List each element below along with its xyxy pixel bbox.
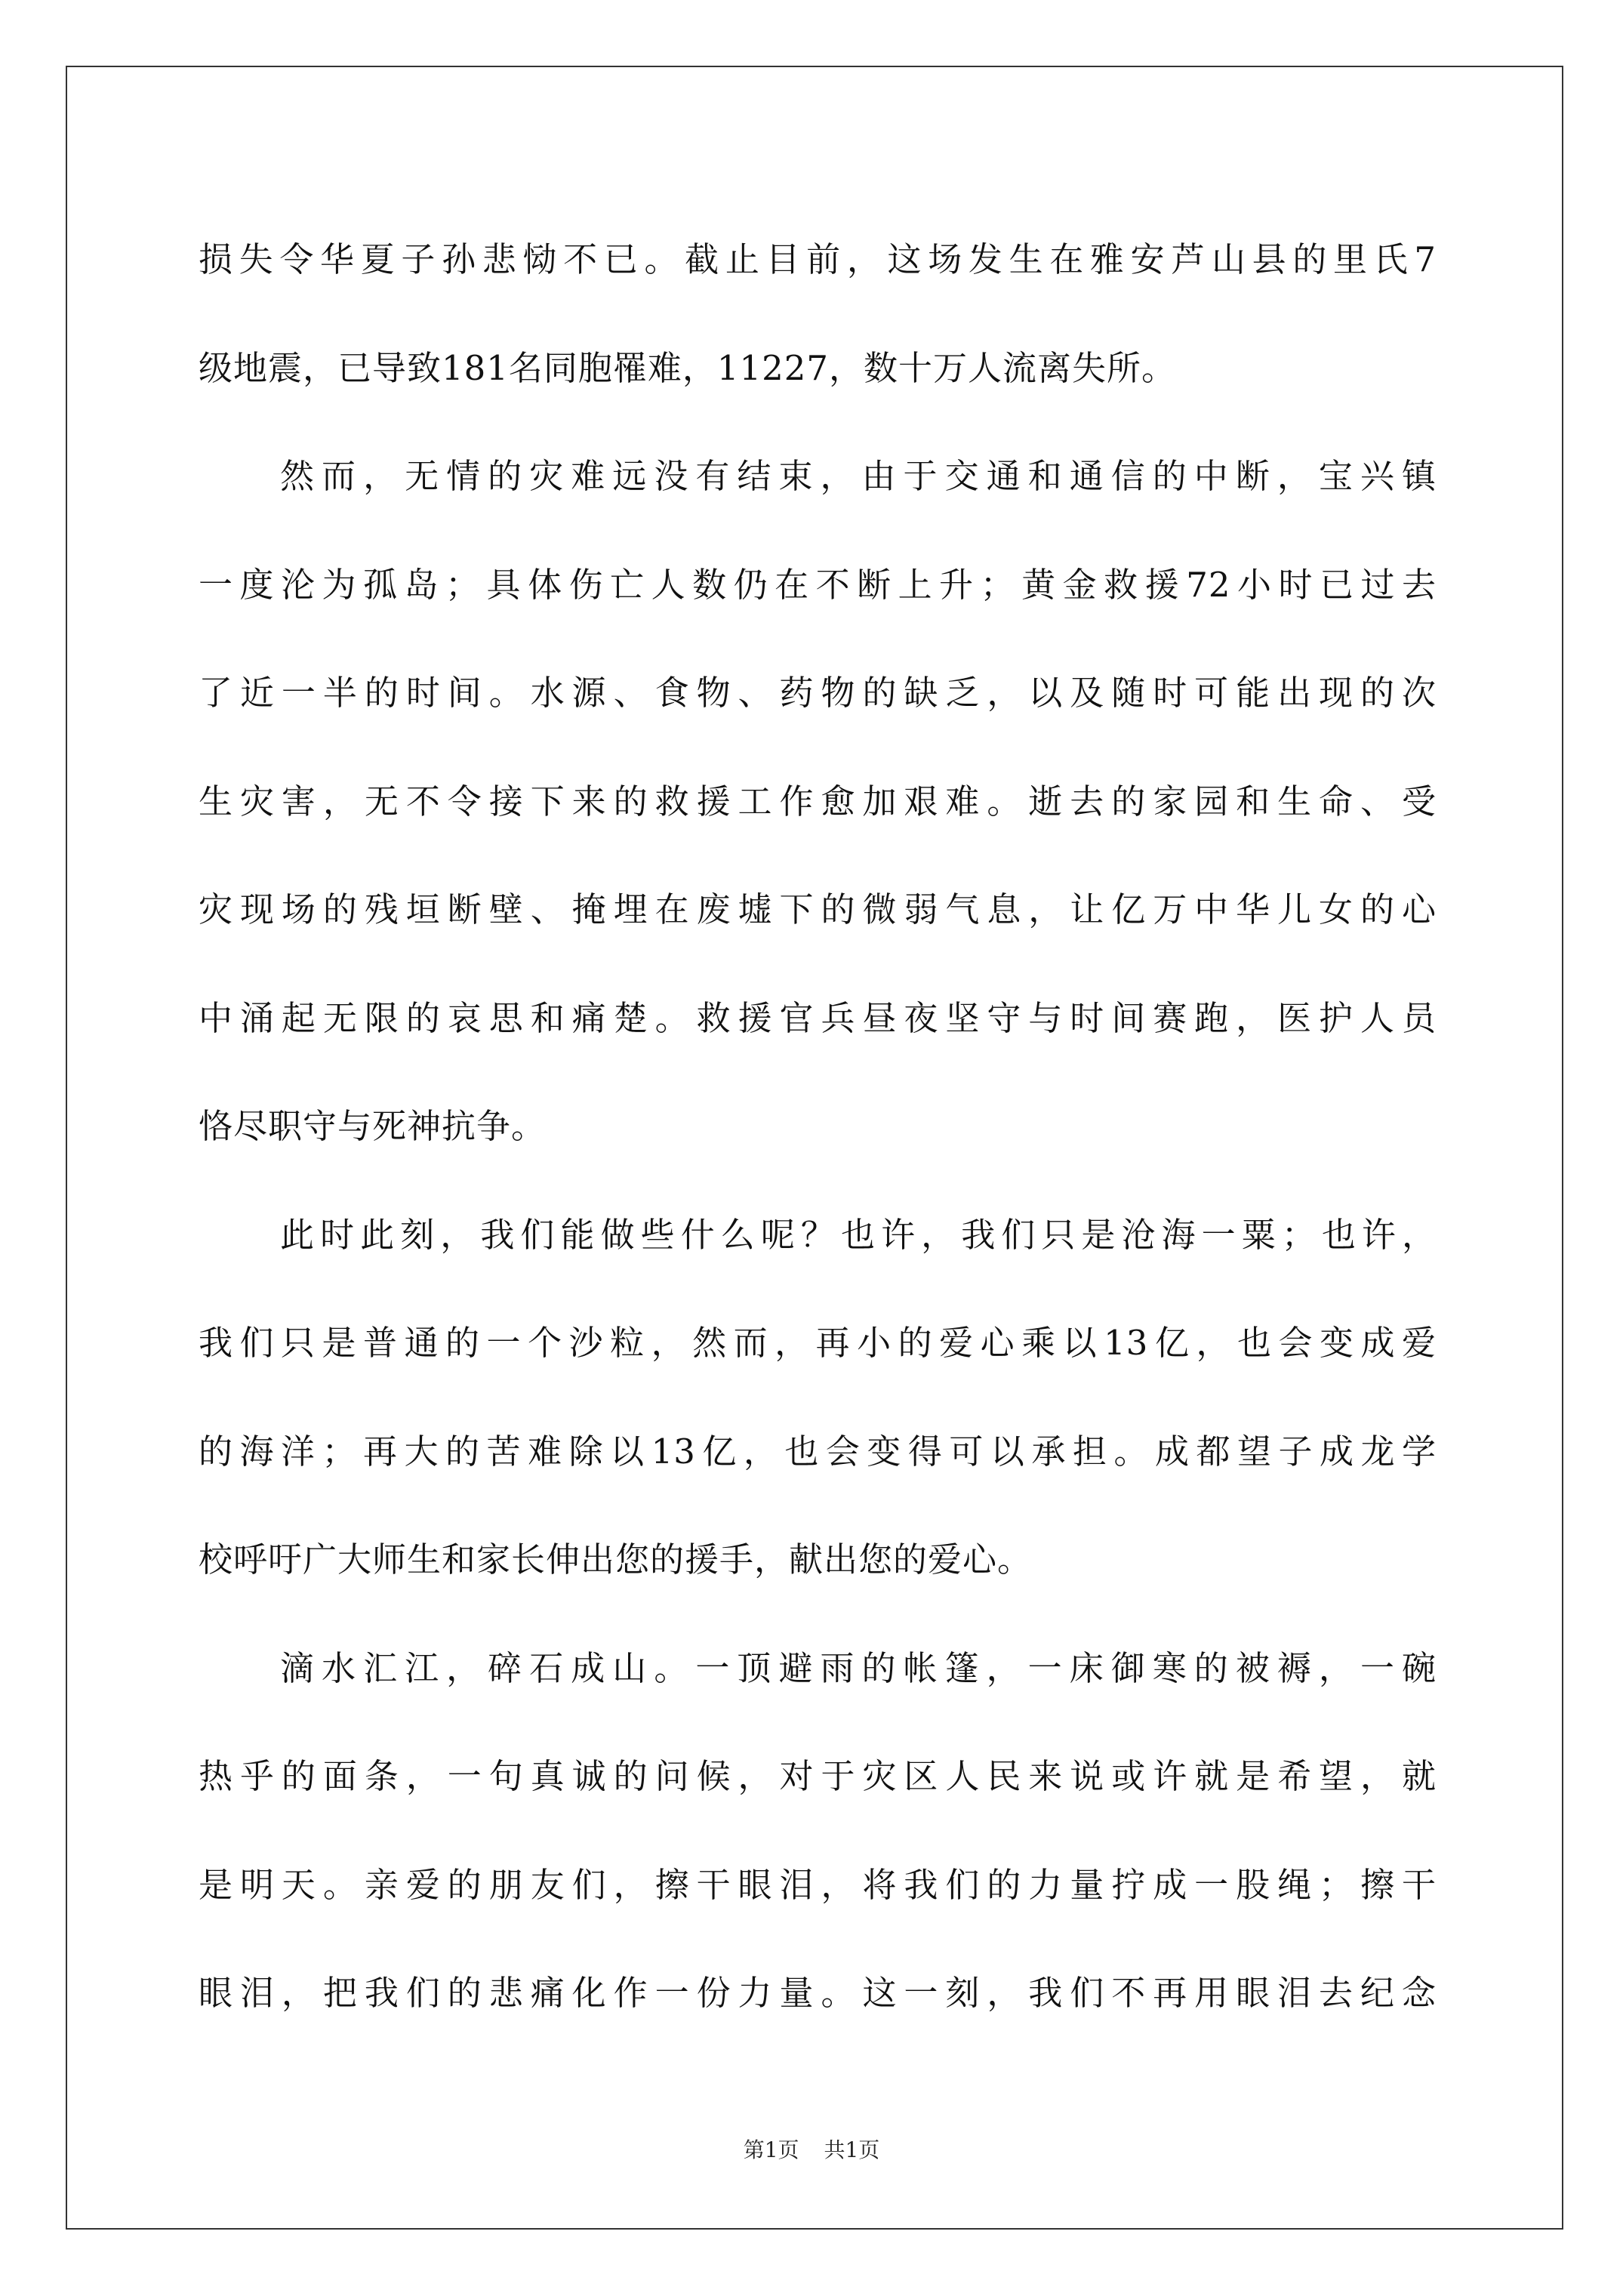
text-line: 热乎的面条，一句真诚的问候，对于灾区人民来说或许就是希望，就 bbox=[199, 1756, 1437, 1796]
text-line: 级地震，已导致181名同胞罹难，11227，数十万人流离失所。 bbox=[199, 347, 1177, 388]
text-line: 的海洋；再大的苦难除以13亿，也会变得可以承担。成都望子成龙学 bbox=[199, 1431, 1437, 1472]
page-footer bbox=[0, 2135, 1623, 2165]
paragraph-start-line: 滴水汇江，碎石成山。一顶避雨的帐篷，一床御寒的被褥，一碗 bbox=[280, 1647, 1437, 1688]
text-line: 是明天。亲爱的朋友们，擦干眼泪，将我们的力量拧成一股绳；擦干 bbox=[199, 1864, 1437, 1905]
document-body bbox=[199, 205, 1437, 2048]
text-line: 校呼吁广大师生和家长伸出您的援手，献出您的爱心。 bbox=[199, 1539, 1033, 1579]
paragraph-start-line: 然而，无情的灾难远没有结束，由于交通和通信的中断，宝兴镇 bbox=[280, 456, 1437, 496]
text-line: 灾现场的残垣断壁、掩埋在废墟下的微弱气息，让亿万中华儿女的心 bbox=[199, 889, 1437, 929]
text-line: 生灾害，无不令接下来的救援工作愈加艰难。逝去的家园和生命、受 bbox=[199, 781, 1437, 821]
text-line: 我们只是普通的一个沙粒，然而，再小的爱心乘以13亿，也会变成爱 bbox=[199, 1323, 1437, 1363]
paragraph-start-line: 此时此刻，我们能做些什么呢？也许，我们只是沧海一粟；也许， bbox=[280, 1214, 1437, 1255]
text-line: 中涌起无限的哀思和痛楚。救援官兵昼夜坚守与时间赛跑，医护人员 bbox=[199, 997, 1437, 1038]
text-line: 损失令华夏子孙悲恸不已。截止目前，这场发生在雅安芦山县的里氏7 bbox=[199, 239, 1437, 279]
text-line: 一度沦为孤岛；具体伤亡人数仍在不断上升；黄金救援72小时已过去 bbox=[199, 564, 1437, 605]
text-line: 了近一半的时间。水源、食物、药物的缺乏，以及随时可能出现的次 bbox=[199, 673, 1437, 713]
text-line: 眼泪，把我们的悲痛化作一份力量。这一刻，我们不再用眼泪去纪念 bbox=[199, 1973, 1437, 2013]
text-line: 恪尽职守与死神抗争。 bbox=[199, 1106, 547, 1146]
page-number-current: 第1页 bbox=[743, 2137, 799, 2162]
page-number-total: 共1页 bbox=[824, 2137, 880, 2162]
